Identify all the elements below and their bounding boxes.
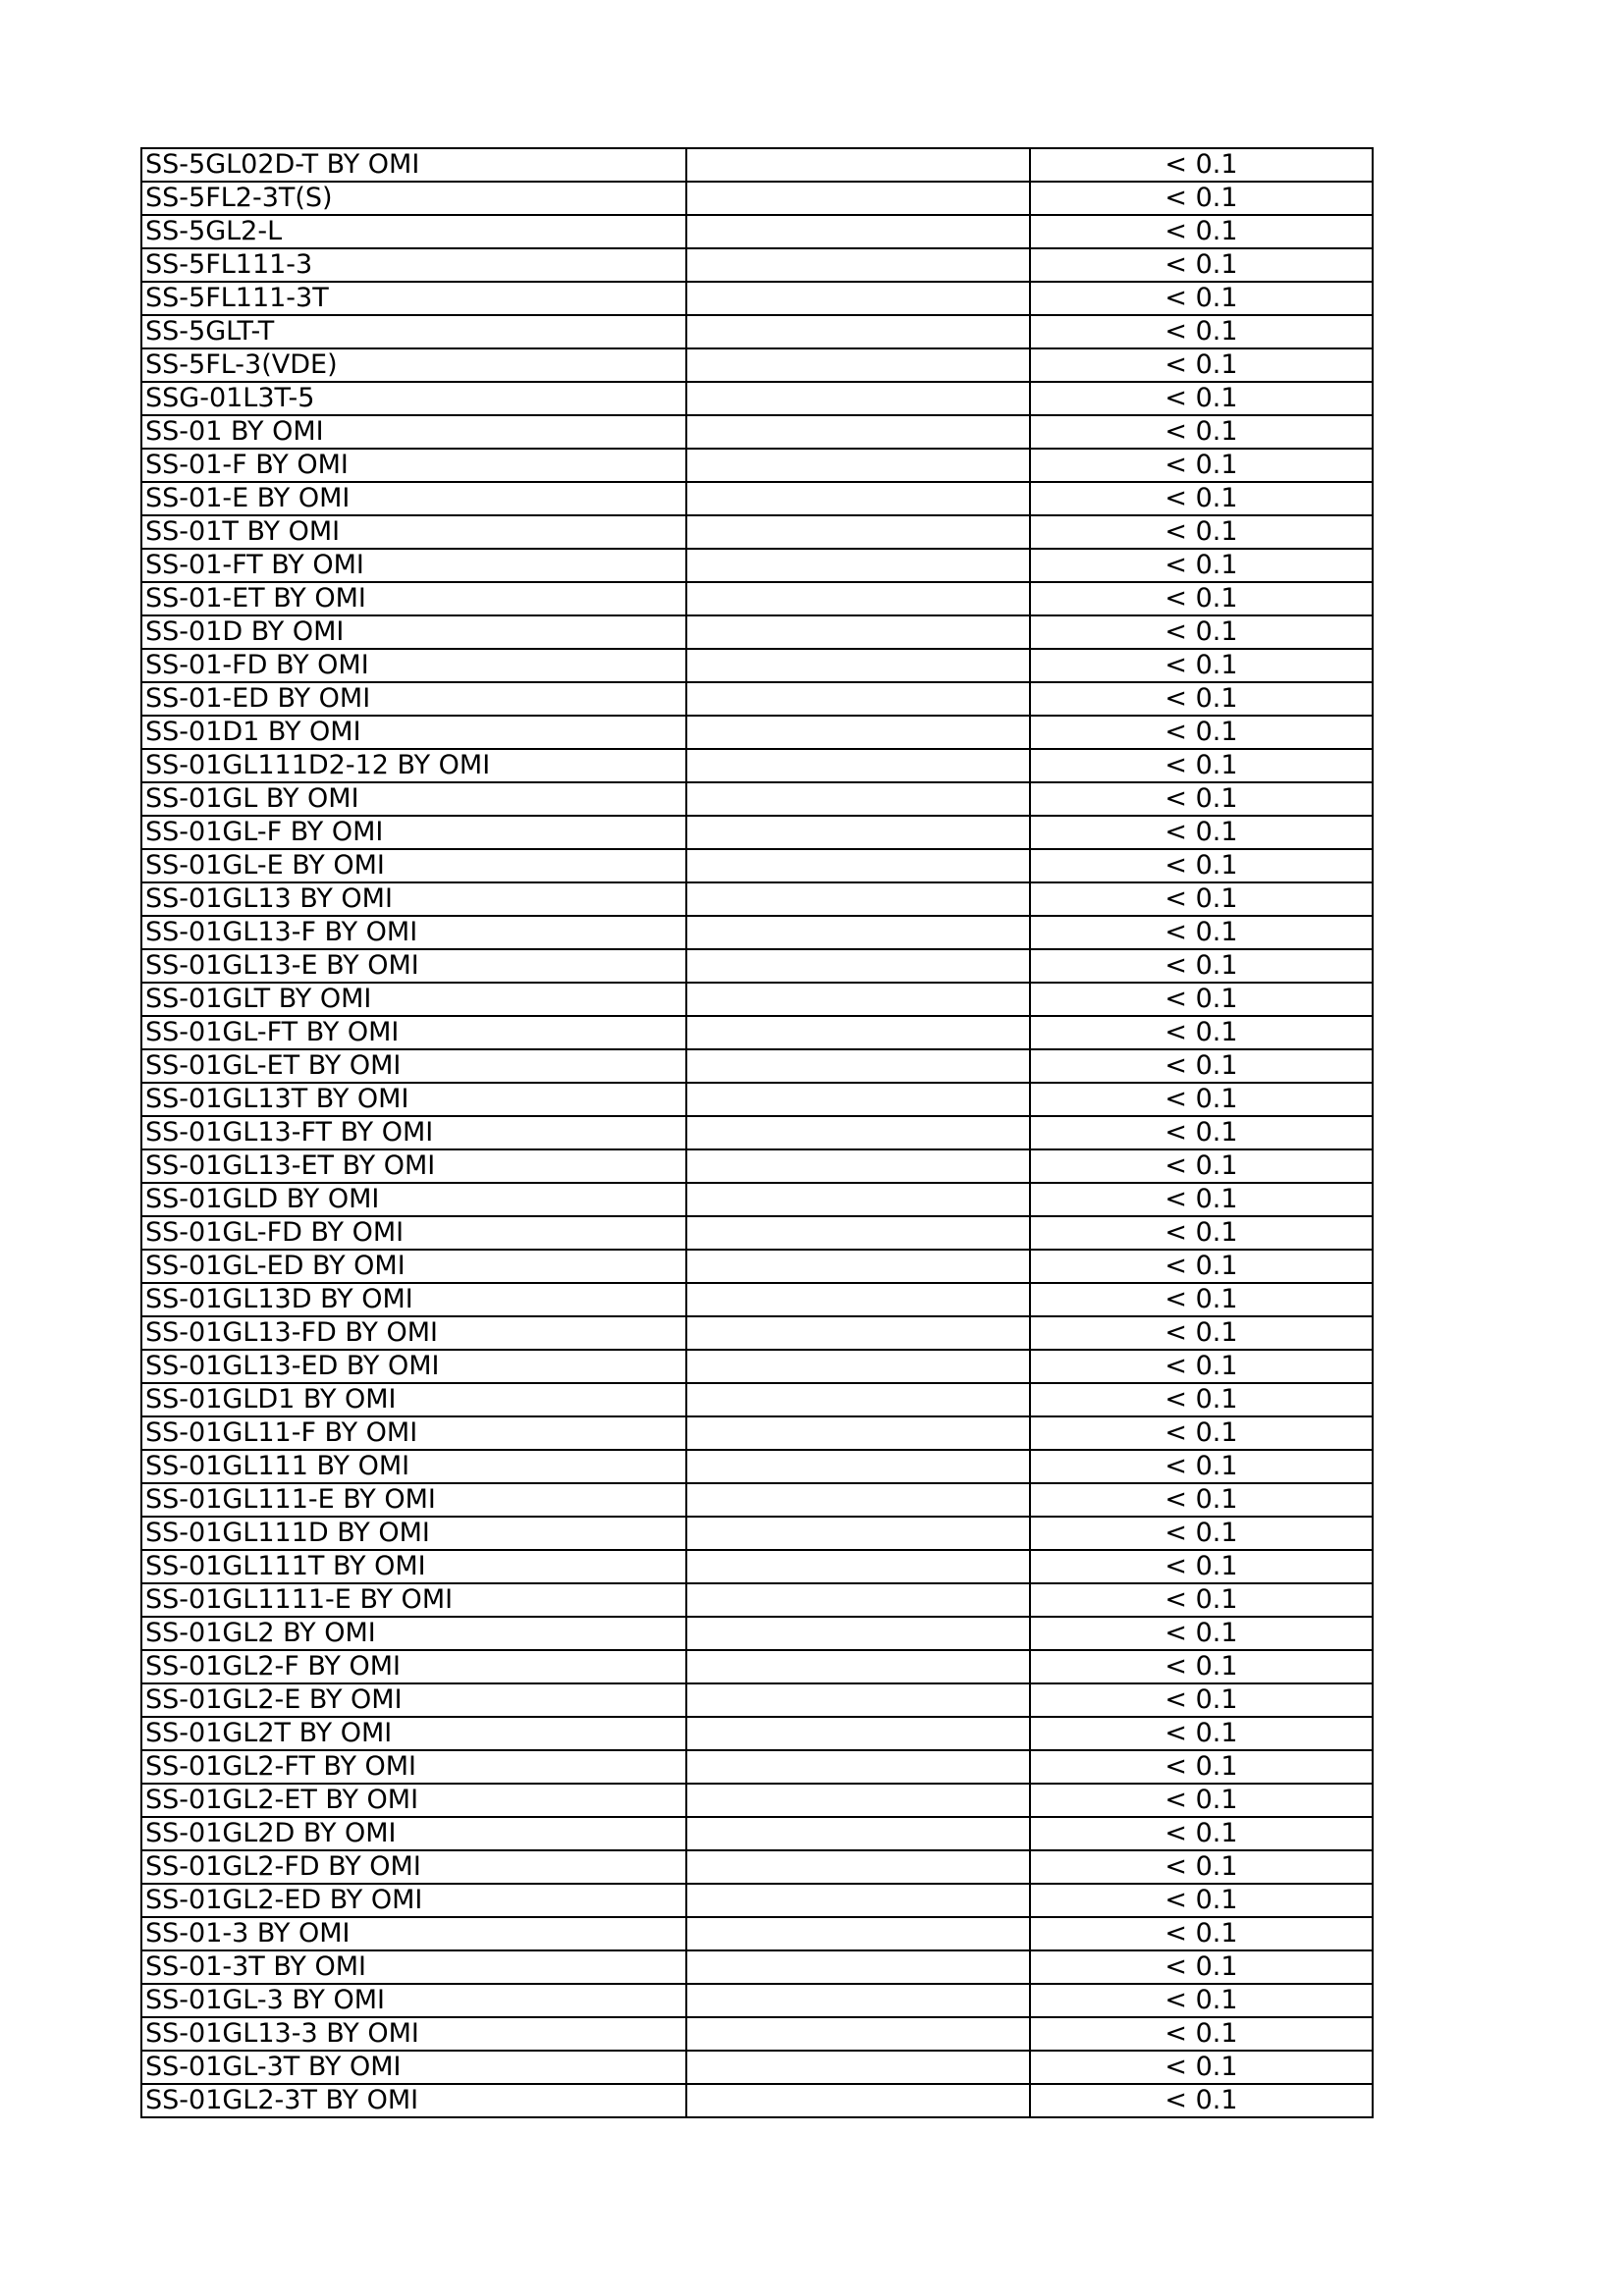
value-cell: < 0.1 bbox=[1030, 248, 1373, 282]
table-row bbox=[141, 983, 1373, 1016]
part-name-cell: SS-01GL2-FT BY OMI bbox=[141, 1750, 686, 1784]
part-name-cell: SS-01GL-E BY OMI bbox=[141, 849, 686, 882]
empty-cell bbox=[686, 1116, 1030, 1149]
value-cell: < 0.1 bbox=[1030, 1950, 1373, 1984]
empty-cell bbox=[686, 882, 1030, 916]
value-cell: < 0.1 bbox=[1030, 983, 1373, 1016]
empty-cell bbox=[686, 1016, 1030, 1049]
empty-cell bbox=[686, 182, 1030, 215]
table-row bbox=[141, 1350, 1373, 1383]
empty-cell bbox=[686, 1784, 1030, 1817]
table-body bbox=[141, 148, 1373, 2117]
part-name-cell: SS-5FL111-3T bbox=[141, 282, 686, 315]
value-cell: < 0.1 bbox=[1030, 282, 1373, 315]
value-cell: < 0.1 bbox=[1030, 348, 1373, 382]
part-name-cell: SS-01GL-F BY OMI bbox=[141, 816, 686, 849]
part-name-cell: SS-01GL2-3T BY OMI bbox=[141, 2084, 686, 2117]
value-cell: < 0.1 bbox=[1030, 2017, 1373, 2051]
empty-cell bbox=[686, 1350, 1030, 1383]
value-cell: < 0.1 bbox=[1030, 1817, 1373, 1850]
part-name-cell: SS-01GL111 BY OMI bbox=[141, 1450, 686, 1483]
value-cell: < 0.1 bbox=[1030, 916, 1373, 949]
value-cell: < 0.1 bbox=[1030, 949, 1373, 983]
empty-cell bbox=[686, 2017, 1030, 2051]
part-name-cell: SS-01GL-3T BY OMI bbox=[141, 2051, 686, 2084]
value-cell: < 0.1 bbox=[1030, 1149, 1373, 1183]
table-row bbox=[141, 882, 1373, 916]
value-cell: < 0.1 bbox=[1030, 549, 1373, 582]
value-cell: < 0.1 bbox=[1030, 1917, 1373, 1950]
empty-cell bbox=[686, 749, 1030, 782]
table-row bbox=[141, 1617, 1373, 1650]
value-cell: < 0.1 bbox=[1030, 449, 1373, 482]
part-name-cell: SS-5FL111-3 bbox=[141, 248, 686, 282]
part-name-cell: SS-01GL2-E BY OMI bbox=[141, 1683, 686, 1717]
table-row bbox=[141, 1083, 1373, 1116]
part-name-cell: SS-01GL-FD BY OMI bbox=[141, 1216, 686, 1250]
table-row bbox=[141, 1250, 1373, 1283]
empty-cell bbox=[686, 782, 1030, 816]
empty-cell bbox=[686, 816, 1030, 849]
value-cell: < 0.1 bbox=[1030, 1984, 1373, 2017]
empty-cell bbox=[686, 1183, 1030, 1216]
table-row bbox=[141, 1049, 1373, 1083]
table-row bbox=[141, 1016, 1373, 1049]
table-row bbox=[141, 1450, 1373, 1483]
table-row bbox=[141, 1316, 1373, 1350]
table-row bbox=[141, 1917, 1373, 1950]
value-cell: < 0.1 bbox=[1030, 482, 1373, 515]
empty-cell bbox=[686, 1917, 1030, 1950]
table-row bbox=[141, 1283, 1373, 1316]
value-cell: < 0.1 bbox=[1030, 649, 1373, 682]
value-cell: < 0.1 bbox=[1030, 148, 1373, 182]
value-cell: < 0.1 bbox=[1030, 315, 1373, 348]
empty-cell bbox=[686, 215, 1030, 248]
table-row bbox=[141, 949, 1373, 983]
table-row bbox=[141, 1517, 1373, 1550]
empty-cell bbox=[686, 1717, 1030, 1750]
part-name-cell: SS-01GL13T BY OMI bbox=[141, 1083, 686, 1116]
empty-cell bbox=[686, 515, 1030, 549]
value-cell: < 0.1 bbox=[1030, 1450, 1373, 1483]
table-row bbox=[141, 1583, 1373, 1617]
table-row bbox=[141, 2051, 1373, 2084]
value-cell: < 0.1 bbox=[1030, 816, 1373, 849]
part-name-cell: SS-01GL2-ET BY OMI bbox=[141, 1784, 686, 1817]
part-name-cell: SS-01-FT BY OMI bbox=[141, 549, 686, 582]
value-cell: < 0.1 bbox=[1030, 1784, 1373, 1817]
part-name-cell: SS-01T BY OMI bbox=[141, 515, 686, 549]
empty-cell bbox=[686, 1650, 1030, 1683]
value-cell: < 0.1 bbox=[1030, 849, 1373, 882]
empty-cell bbox=[686, 348, 1030, 382]
value-cell: < 0.1 bbox=[1030, 1583, 1373, 1617]
part-name-cell: SS-01GLD BY OMI bbox=[141, 1183, 686, 1216]
table-row bbox=[141, 348, 1373, 382]
value-cell: < 0.1 bbox=[1030, 1183, 1373, 1216]
value-cell: < 0.1 bbox=[1030, 1083, 1373, 1116]
part-name-cell: SS-01GL13-F BY OMI bbox=[141, 916, 686, 949]
empty-cell bbox=[686, 2051, 1030, 2084]
part-name-cell: SS-01GL111T BY OMI bbox=[141, 1550, 686, 1583]
empty-cell bbox=[686, 549, 1030, 582]
part-name-cell: SS-01GL11-F BY OMI bbox=[141, 1416, 686, 1450]
part-name-cell: SS-01GL13 BY OMI bbox=[141, 882, 686, 916]
table-row bbox=[141, 1483, 1373, 1517]
empty-cell bbox=[686, 1984, 1030, 2017]
part-name-cell: SS-01GL111D2-12 BY OMI bbox=[141, 749, 686, 782]
empty-cell bbox=[686, 582, 1030, 615]
part-name-cell: SS-01GL13-FD BY OMI bbox=[141, 1316, 686, 1350]
empty-cell bbox=[686, 449, 1030, 482]
part-name-cell: SS-01GL13-FT BY OMI bbox=[141, 1116, 686, 1149]
value-cell: < 0.1 bbox=[1030, 1650, 1373, 1683]
empty-cell bbox=[686, 1416, 1030, 1450]
empty-cell bbox=[686, 1149, 1030, 1183]
data-table bbox=[140, 147, 1374, 2118]
empty-cell bbox=[686, 615, 1030, 649]
empty-cell bbox=[686, 649, 1030, 682]
value-cell: < 0.1 bbox=[1030, 1550, 1373, 1583]
part-name-cell: SS-01GL2D BY OMI bbox=[141, 1817, 686, 1850]
value-cell: < 0.1 bbox=[1030, 1216, 1373, 1250]
part-name-cell: SS-01GL-FT BY OMI bbox=[141, 1016, 686, 1049]
table-row bbox=[141, 849, 1373, 882]
part-name-cell: SS-01-FD BY OMI bbox=[141, 649, 686, 682]
part-name-cell: SS-01GL13-E BY OMI bbox=[141, 949, 686, 983]
table-row bbox=[141, 2017, 1373, 2051]
table-row bbox=[141, 182, 1373, 215]
empty-cell bbox=[686, 1550, 1030, 1583]
table-row bbox=[141, 315, 1373, 348]
value-cell: < 0.1 bbox=[1030, 382, 1373, 415]
part-name-cell: SS-01GL1111-E BY OMI bbox=[141, 1583, 686, 1617]
value-cell: < 0.1 bbox=[1030, 1884, 1373, 1917]
part-name-cell: SS-01GL2 BY OMI bbox=[141, 1617, 686, 1650]
part-name-cell: SS-01-ED BY OMI bbox=[141, 682, 686, 716]
table-row bbox=[141, 282, 1373, 315]
value-cell: < 0.1 bbox=[1030, 1750, 1373, 1784]
value-cell: < 0.1 bbox=[1030, 1016, 1373, 1049]
empty-cell bbox=[686, 1683, 1030, 1717]
table-row bbox=[141, 449, 1373, 482]
part-name-cell: SS-01GL-3 BY OMI bbox=[141, 1984, 686, 2017]
table-row bbox=[141, 1984, 1373, 2017]
table-row bbox=[141, 749, 1373, 782]
value-cell: < 0.1 bbox=[1030, 515, 1373, 549]
part-name-cell: SS-01GL BY OMI bbox=[141, 782, 686, 816]
table-row bbox=[141, 582, 1373, 615]
table-row bbox=[141, 682, 1373, 716]
value-cell: < 0.1 bbox=[1030, 615, 1373, 649]
part-name-cell: SS-01GL13-ET BY OMI bbox=[141, 1149, 686, 1183]
value-cell: < 0.1 bbox=[1030, 782, 1373, 816]
part-name-cell: SS-01GL111D BY OMI bbox=[141, 1517, 686, 1550]
part-name-cell: SS-01-F BY OMI bbox=[141, 449, 686, 482]
empty-cell bbox=[686, 1383, 1030, 1416]
value-cell: < 0.1 bbox=[1030, 415, 1373, 449]
part-name-cell: SS-01GL2T BY OMI bbox=[141, 1717, 686, 1750]
part-name-cell: SS-01GLD1 BY OMI bbox=[141, 1383, 686, 1416]
empty-cell bbox=[686, 1517, 1030, 1550]
table-row bbox=[141, 549, 1373, 582]
empty-cell bbox=[686, 849, 1030, 882]
empty-cell bbox=[686, 1617, 1030, 1650]
part-name-cell: SS-01-3T BY OMI bbox=[141, 1950, 686, 1984]
empty-cell bbox=[686, 382, 1030, 415]
empty-cell bbox=[686, 1850, 1030, 1884]
empty-cell bbox=[686, 315, 1030, 348]
part-name-cell: SS-01 BY OMI bbox=[141, 415, 686, 449]
part-name-cell: SS-01GL111-E BY OMI bbox=[141, 1483, 686, 1517]
value-cell: < 0.1 bbox=[1030, 2084, 1373, 2117]
table-row bbox=[141, 2084, 1373, 2117]
empty-cell bbox=[686, 983, 1030, 1016]
table-row bbox=[141, 215, 1373, 248]
value-cell: < 0.1 bbox=[1030, 1316, 1373, 1350]
empty-cell bbox=[686, 1049, 1030, 1083]
value-cell: < 0.1 bbox=[1030, 1850, 1373, 1884]
part-name-cell: SS-01GL-ET BY OMI bbox=[141, 1049, 686, 1083]
empty-cell bbox=[686, 1250, 1030, 1283]
part-name-cell: SS-01-3 BY OMI bbox=[141, 1917, 686, 1950]
table-row bbox=[141, 1550, 1373, 1583]
empty-cell bbox=[686, 482, 1030, 515]
value-cell: < 0.1 bbox=[1030, 716, 1373, 749]
empty-cell bbox=[686, 682, 1030, 716]
value-cell: < 0.1 bbox=[1030, 1049, 1373, 1083]
empty-cell bbox=[686, 2084, 1030, 2117]
table-row bbox=[141, 1950, 1373, 1984]
part-name-cell: SS-5FL2-3T(S) bbox=[141, 182, 686, 215]
value-cell: < 0.1 bbox=[1030, 1717, 1373, 1750]
part-name-cell: SS-01GL-ED BY OMI bbox=[141, 1250, 686, 1283]
table-row bbox=[141, 1884, 1373, 1917]
value-cell: < 0.1 bbox=[1030, 1617, 1373, 1650]
part-name-cell: SS-01D BY OMI bbox=[141, 615, 686, 649]
empty-cell bbox=[686, 916, 1030, 949]
table-row bbox=[141, 415, 1373, 449]
table-row bbox=[141, 782, 1373, 816]
empty-cell bbox=[686, 1450, 1030, 1483]
table-row bbox=[141, 1116, 1373, 1149]
value-cell: < 0.1 bbox=[1030, 2051, 1373, 2084]
table-row bbox=[141, 382, 1373, 415]
table-row bbox=[141, 1149, 1373, 1183]
value-cell: < 0.1 bbox=[1030, 1383, 1373, 1416]
table-row bbox=[141, 1750, 1373, 1784]
value-cell: < 0.1 bbox=[1030, 882, 1373, 916]
empty-cell bbox=[686, 1216, 1030, 1250]
value-cell: < 0.1 bbox=[1030, 1250, 1373, 1283]
table-row bbox=[141, 1416, 1373, 1450]
value-cell: < 0.1 bbox=[1030, 682, 1373, 716]
value-cell: < 0.1 bbox=[1030, 1116, 1373, 1149]
part-name-cell: SS-01-E BY OMI bbox=[141, 482, 686, 515]
table-row bbox=[141, 1183, 1373, 1216]
part-name-cell: SS-5GLT-T bbox=[141, 315, 686, 348]
part-name-cell: SS-01GL2-F BY OMI bbox=[141, 1650, 686, 1683]
part-name-cell: SS-01GL13-ED BY OMI bbox=[141, 1350, 686, 1383]
empty-cell bbox=[686, 1950, 1030, 1984]
table-row bbox=[141, 515, 1373, 549]
part-name-cell: SS-01GLT BY OMI bbox=[141, 983, 686, 1016]
value-cell: < 0.1 bbox=[1030, 582, 1373, 615]
empty-cell bbox=[686, 1083, 1030, 1116]
value-cell: < 0.1 bbox=[1030, 1683, 1373, 1717]
empty-cell bbox=[686, 148, 1030, 182]
value-cell: < 0.1 bbox=[1030, 1283, 1373, 1316]
part-name-cell: SS-01GL2-ED BY OMI bbox=[141, 1884, 686, 1917]
table-row bbox=[141, 649, 1373, 682]
empty-cell bbox=[686, 248, 1030, 282]
value-cell: < 0.1 bbox=[1030, 1350, 1373, 1383]
table-row bbox=[141, 615, 1373, 649]
empty-cell bbox=[686, 716, 1030, 749]
table-row bbox=[141, 482, 1373, 515]
part-name-cell: SS-01-ET BY OMI bbox=[141, 582, 686, 615]
table-row bbox=[141, 148, 1373, 182]
part-name-cell: SS-01GL13D BY OMI bbox=[141, 1283, 686, 1316]
table-row bbox=[141, 716, 1373, 749]
empty-cell bbox=[686, 282, 1030, 315]
empty-cell bbox=[686, 1750, 1030, 1784]
part-name-cell: SS-5FL-3(VDE) bbox=[141, 348, 686, 382]
table-row bbox=[141, 1216, 1373, 1250]
table-row bbox=[141, 916, 1373, 949]
value-cell: < 0.1 bbox=[1030, 1517, 1373, 1550]
empty-cell bbox=[686, 1817, 1030, 1850]
table-row bbox=[141, 1650, 1373, 1683]
table-row bbox=[141, 1383, 1373, 1416]
value-cell: < 0.1 bbox=[1030, 215, 1373, 248]
value-cell: < 0.1 bbox=[1030, 1483, 1373, 1517]
table-row bbox=[141, 248, 1373, 282]
table-row bbox=[141, 1683, 1373, 1717]
empty-cell bbox=[686, 949, 1030, 983]
empty-cell bbox=[686, 1483, 1030, 1517]
value-cell: < 0.1 bbox=[1030, 182, 1373, 215]
empty-cell bbox=[686, 1583, 1030, 1617]
table-row bbox=[141, 1817, 1373, 1850]
empty-cell bbox=[686, 1316, 1030, 1350]
part-name-cell: SSG-01L3T-5 bbox=[141, 382, 686, 415]
value-cell: < 0.1 bbox=[1030, 1416, 1373, 1450]
part-name-cell: SS-01GL2-FD BY OMI bbox=[141, 1850, 686, 1884]
part-name-cell: SS-5GL02D-T BY OMI bbox=[141, 148, 686, 182]
part-name-cell: SS-5GL2-L bbox=[141, 215, 686, 248]
value-cell: < 0.1 bbox=[1030, 749, 1373, 782]
table-row bbox=[141, 1784, 1373, 1817]
table-row bbox=[141, 816, 1373, 849]
empty-cell bbox=[686, 415, 1030, 449]
empty-cell bbox=[686, 1884, 1030, 1917]
empty-cell bbox=[686, 1283, 1030, 1316]
part-name-cell: SS-01D1 BY OMI bbox=[141, 716, 686, 749]
table-row bbox=[141, 1850, 1373, 1884]
part-name-cell: SS-01GL13-3 BY OMI bbox=[141, 2017, 686, 2051]
table-row bbox=[141, 1717, 1373, 1750]
